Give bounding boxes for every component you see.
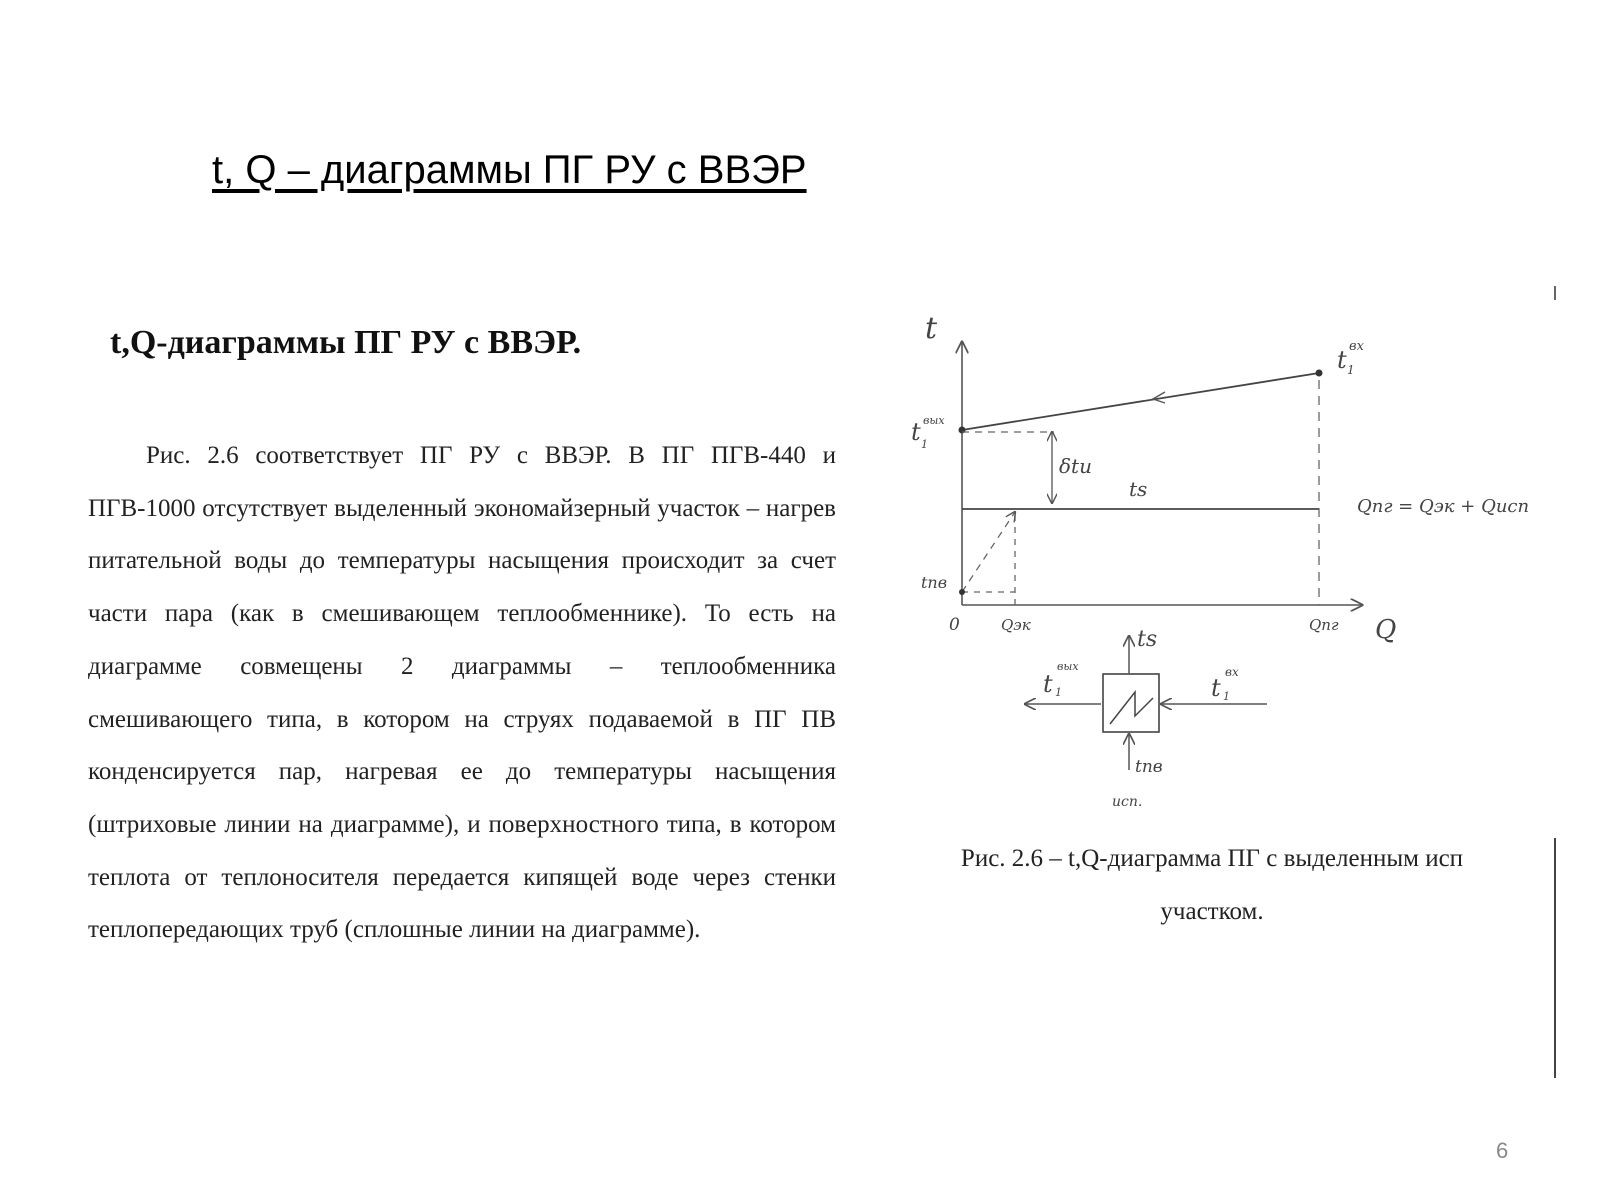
qpg-label: Qпг: [1309, 616, 1339, 634]
energy-balance-equation: Qпг = Qэк + Qисп: [1357, 496, 1530, 517]
t1-out-label: t: [911, 418, 921, 446]
axis-t-label: t: [925, 311, 938, 346]
hx-t1-out-sup: вых: [1057, 660, 1079, 673]
hx-t1-out-label: t: [1043, 670, 1053, 698]
caption-line-2: участком.: [1160, 898, 1264, 925]
page-number: 6: [1496, 1138, 1509, 1163]
tq-diagram: [907, 300, 1567, 840]
hx-t1-in-sup: вх: [1225, 665, 1239, 679]
figure-caption: [912, 832, 1512, 938]
t1-out-sup: вых: [923, 414, 945, 427]
qek-label: Qэк: [1001, 616, 1031, 634]
document-heading: t,Q-диаграммы ПГ РУ с ВВЭР.: [110, 324, 582, 361]
hx-surface-zigzag: [1110, 692, 1153, 724]
hx-isp-label: исп.: [1112, 794, 1143, 810]
hx-t1-out-sub: 1: [1055, 686, 1062, 699]
origin-label: 0: [949, 615, 960, 635]
hx-tpv-label: tпв: [1135, 757, 1163, 777]
tpv-label: tпв: [921, 573, 948, 592]
right-margin-tick: [1554, 286, 1556, 300]
coolant-line: [962, 373, 1319, 430]
tpv-point: [959, 589, 965, 595]
document-paragraph: Рис. 2.6 соответствует ПГ РУ с ВВЭР. В ПГ ПГВ-440 и ПГВ-1000 отсутствует выделенный экономайзерный участок – нагрев питательной воды до температуры насыщения происходит за счет части пара (как в смешивающем теплообменнике). То есть на диаграмме совмещены 2 диаграммы – теплообменника смешивающего типа, в котором на струях подаваемой в ПГ ПВ конденсируется пар, нагревая ее до температуры насыщения (штриховые линии на диаграмме), и поверхностного типа, в котором теплота от теплоносителя передается кипящей воде через стенки теплопередающих труб (сплошные линии на диаграмме).: [88, 442, 836, 944]
hx-ts-label: ts: [1137, 627, 1158, 652]
caption-line-1: Рис. 2.6 – t,Q-диаграмма ПГ с выделенным исп: [960, 845, 1464, 872]
hx-t1-in-label: t: [1211, 674, 1221, 702]
t1-out-sub: 1: [921, 438, 928, 451]
feedwater-heating-dashed: [962, 512, 1015, 592]
t1-in-sub: 1: [1347, 363, 1355, 377]
hx-t1-in-sub: 1: [1223, 690, 1230, 703]
slide-title: t, Q – диаграммы ПГ РУ с ВВЭР: [212, 148, 807, 192]
delta-t-label: δtu: [1059, 454, 1092, 478]
t1-in-point: [1316, 370, 1323, 377]
ts-label: ts: [1129, 477, 1148, 501]
right-margin-rule: [1554, 838, 1556, 1078]
t1-in-sup: вх: [1349, 339, 1364, 354]
tq-diagram-figure: [907, 300, 1567, 840]
axis-q-label: Q: [1375, 615, 1397, 645]
t1-in-label: t: [1337, 346, 1347, 374]
